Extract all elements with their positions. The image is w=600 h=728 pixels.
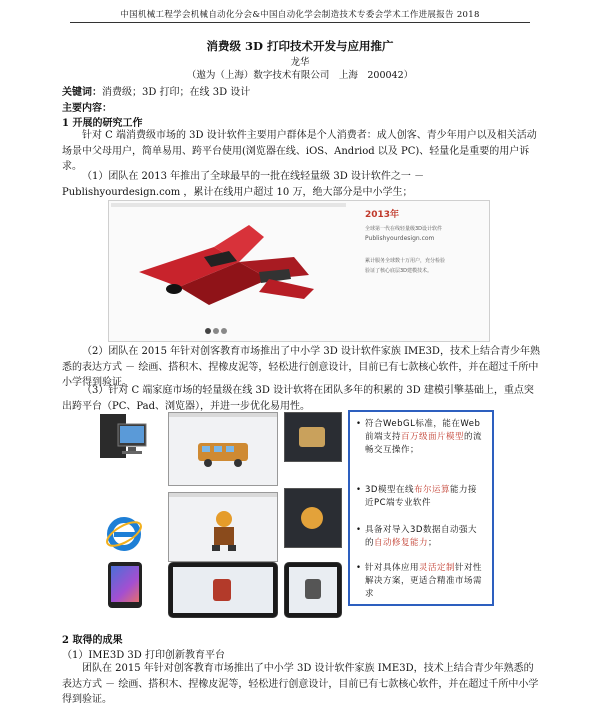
feature-list-box: [348, 410, 494, 606]
pager-dot: [213, 328, 219, 334]
tablet-device-image: [108, 562, 142, 608]
figure1-caption-line: 验证了核心底层3D建模技术。: [365, 268, 433, 274]
toy-bus-model: [194, 435, 254, 469]
affiliation: （遨为（上海）数字技术有限公司 上海 200042）: [186, 70, 414, 81]
keywords-line: [62, 83, 250, 98]
pager-dot: [221, 328, 227, 334]
toy-figure-model: [207, 509, 241, 553]
figure1-toolbar: [111, 203, 346, 207]
keywords-text: 消费级；3D 打印；在线 3D 设计: [102, 87, 251, 98]
feature-item: • 针对具体应用灵活定制针对性解决方案，更适合精准市场需求: [356, 563, 483, 599]
browser-logo-icon: [104, 514, 144, 554]
figure1-caption-line: Publishyourdesign.com: [365, 235, 435, 242]
figure1-pager: [205, 319, 229, 338]
feature-item: • 具备对导入3D数据自动强大的自动修复能力；: [356, 525, 477, 548]
screenshot-desktop-app: [168, 412, 278, 486]
spaceship-model-image: [119, 217, 329, 317]
bullet-icon: •: [356, 485, 362, 495]
screenshot-dark-app: [284, 412, 342, 462]
section1-item1: （1）团队在 2013 年推出了全球最早的一批在线轻量级 3D 设计软件之一 － Publishyourdesign.com ，累计在线用户超过 10 万，绝大部分是中小学生；: [62, 171, 425, 198]
section1-paragraph: 针对 C 端消费级市场的 3D 设计软件主要用户群体是个人消费者：成人创客、青少年用户以及相关活动场景中父母用户，简单易用、跨平台使用(浏览器在线、iOS、Andriod 以及 PC)、轻量化是重要的用户诉求。: [62, 130, 537, 172]
section1-item2: （2）团队在 2015 年针对创客教育市场推出了中小学 3D 设计软件家族 IME3D，技术上结合青少年熟悉的表达方式 － 绘画、搭积木、捏橡皮泥等，轻松进行创意设计，目前已有七款核心软件，并在超过千所中小学得到验证。: [62, 346, 540, 388]
screenshot-tablet-app: [284, 562, 342, 618]
paper-title: 消费级 3D 打印技术开发与应用推广: [206, 39, 394, 53]
screenshot-tablet-app: [168, 562, 278, 618]
bullet-icon: •: [356, 525, 362, 535]
section2-paragraph: 团队在 2015 年针对创客教育市场推出了中小学 3D 设计软件家族 IME3D，技术上结合青少年熟悉的表达方式 － 绘画、搭积木、捏橡皮泥等，轻松进行创意设计，目前已有七款核心软件，并在超过千所中小学得到验证。: [62, 663, 539, 705]
screenshot-browser-app: [168, 492, 278, 562]
section1-heading: 1 开展的研究工作: [62, 118, 143, 129]
section2-subheading: （1）IME3D 3D 打印创新教育平台: [62, 650, 225, 661]
author: 龙华: [290, 57, 310, 68]
figure1-year: 2013年: [365, 210, 400, 220]
figure1-caption-line: 累计服务全球数十万用户，充分检验: [365, 258, 446, 264]
screenshot-dark-app: [284, 488, 342, 548]
running-head: 中国机械工程学会机械自动化分会&中国自动化学会制造技术专委会学术工作进展报告 2018: [120, 10, 480, 20]
desktop-pc-image: [98, 410, 148, 462]
feature-item: • 3D模型在线布尔运算能力接近PC端专业软件: [356, 485, 477, 508]
bullet-icon: •: [356, 563, 362, 573]
figure-publishyourdesign: [108, 200, 490, 342]
section1-item3: （3）针对 C 端家庭市场的轻量级在线 3D 设计软将在团队多年的积累的 3D 建模引擎基础上，重点突出跨平台（PC、Pad、浏览器），并进一步优化易用性。: [62, 385, 534, 412]
figure1-caption-line: 全球第一代在线轻量级3D设计软件: [365, 226, 443, 232]
pager-dot: [205, 328, 211, 334]
bullet-icon: •: [356, 419, 362, 429]
figure-cross-platform: [98, 410, 490, 620]
section2-heading: 2 取得的成果: [62, 635, 123, 646]
feature-item: • 符合WebGL标准，能在Web 前端支持百万级面片模型的流畅交互操作；: [356, 419, 483, 455]
keywords-label: 关键词：: [62, 87, 102, 98]
header-rule: [70, 22, 530, 23]
main-content-label: 主要内容：: [62, 103, 112, 114]
